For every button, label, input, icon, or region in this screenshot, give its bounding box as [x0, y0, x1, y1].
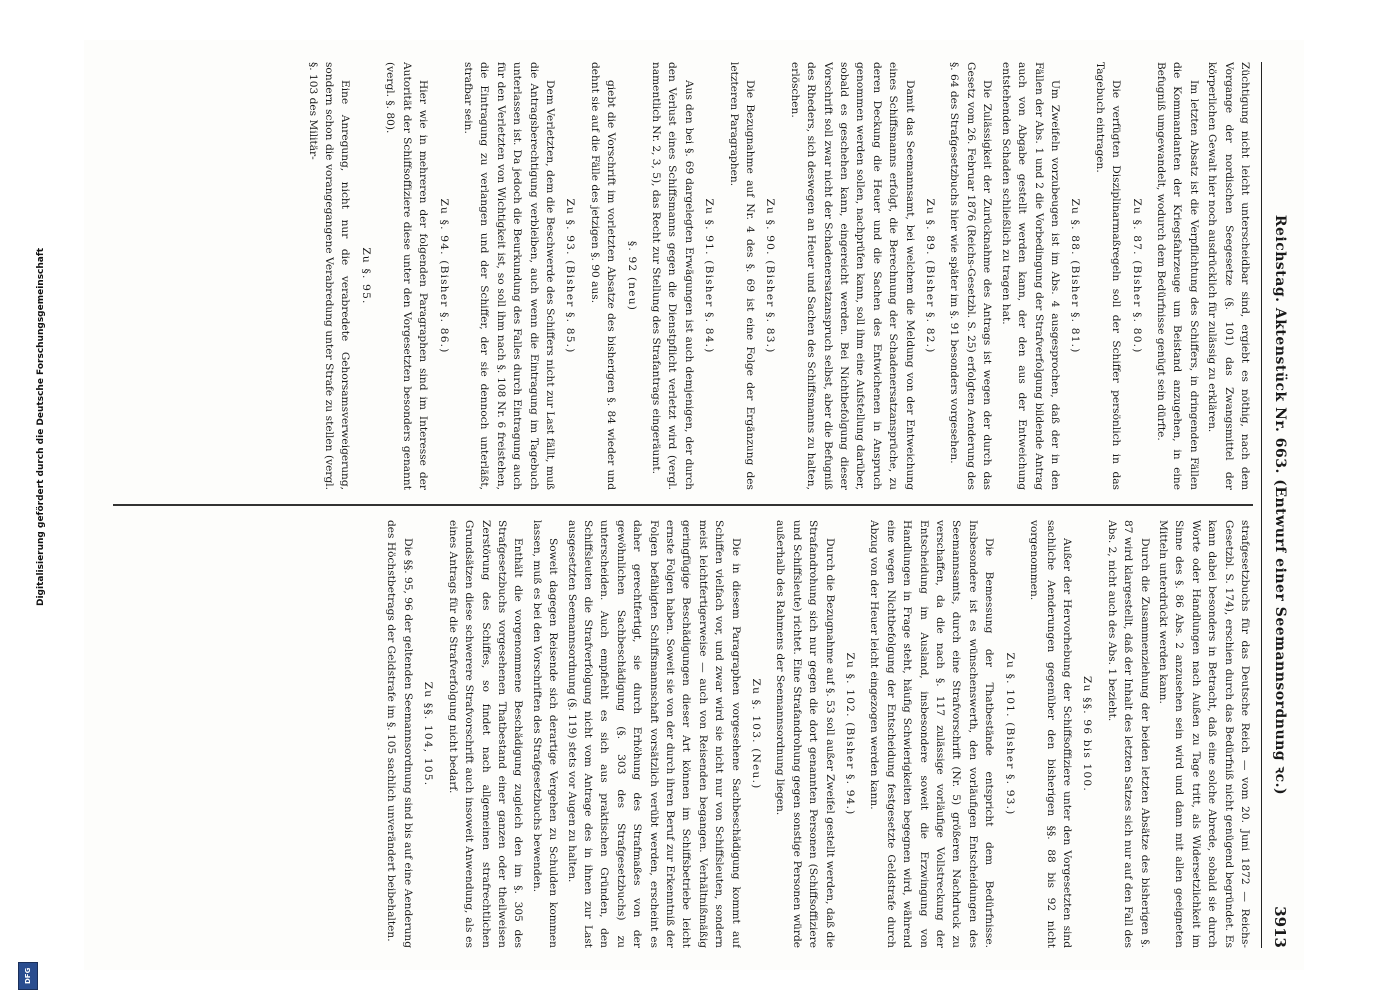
- paragraph: Dem Verletzten, dem die Beschwerde des Schiffers nicht zur Last fällt, muß die Antragsberechtigung verbleiben, auch wenn die Eintragung im Tagebuch unterlassen ist. Da jedoch die Beurkundung des Falles durch Eintragung auch für den Verletzten von Wichtigkeit ist, so soll ihm nach §. 108 Nr. 6 freistehen, die Eintragung zu verlangen und der Schiffer, der sie dennoch unterläßt, strafbar sein.: [461, 62, 556, 490]
- page-content: [84, 40, 1304, 970]
- section-heading: Zu §. 103. (Neu.): [750, 678, 763, 790]
- section-heading: Zu §. 88. (Bisher §. 81.): [1069, 198, 1082, 354]
- section-heading: Zu §. 93. (Bisher §. 85.): [564, 198, 577, 354]
- section-heading: Zu §. 87. (Bisher §. 80.): [1130, 198, 1143, 354]
- dfg-credit: [14, 0, 46, 1000]
- right-column: [103, 520, 1253, 948]
- paragraph: Eine Anregung, nicht nur die verabredete Gehorsamsverweigerung, sondern schon die vorangegangene Verabredung unter Strafe zu stellen (vergl. §. 103 des Militär-: [306, 62, 352, 490]
- section-heading: Zu §. 95.: [359, 247, 372, 305]
- paragraph: Die verfügten Disziplinarmaßregeln soll der Schiffer persönlich in das Tagebuch eintragen.: [1093, 62, 1123, 490]
- paragraph: Die in diesem Paragraphen vorgesehene Sachbeschädigung kommt auf Schiffen vielfach vor, und zwar wird sie nicht nur von Schiffsleuten, sondern meist leichtfertigerweise — auch von Reisenden begangen. Verhältnißmäßig geringfügige Beschädigungen dieser Art können im Schiffsbetriebe leicht ernste Folgen haben. Soweit sie von der durch ihren Beruf zur Erkenntniß der Folgen befähigten Schiffsmannschaft vorsätzlich verübt werden, erscheint es daher gerechtfertigt, sie durch Erhöhung des Strafmaßes von der gewöhnlichen Sachbeschädigung (§. 303 des Strafgesetzbuchs) zu unterscheiden. Auch empfiehlt es sich aus praktischen Gründen, den Schiffsleuten die Strafverfolgung nicht vom Antrage des in ihnen zur Last ausgesetzten Seemannsordnung (§. 119) stets vor Augen zu halten.: [565, 520, 742, 948]
- paragraph: strafgesetzbuchs für das Deutsche Reich — vom 20. Juni 1872 — Reichs-Gesetzbl. S. 174), erschien durch das Bedürfniß nicht genügend begründet. Es kann dabei besonders in Betracht, daß eine solche Abrede, sobald sie durch Worte oder Handlungen nach Außen zu Tage tritt, als Widersetzlichkeit im Sinne des §. 86 Abs. 2 anzusehen sein wird und dann mit allen geeigneten Mitteln unterdrückt werden kann.: [1156, 520, 1251, 948]
- paragraph: Damit das Seemannsamt, bei welchem die Meldung von der Entweichung eines Schiffsmanns erfolgt, die Berechnung der Schadenersatzansprüche, zu deren Deckung die Heuer und die Sachen des Entwichenen in Anspruch genommen werden sollen, nachprüfen kann, soll ihm eine Aufstellung darüber, sobald es geschehen kann, eingereicht werden. Bei Nichtbefolgung dieser Vorschrift soll zwar nicht der Schadenersatzanspruch selbst, aber die Befugniß des Rheders, sich deswegen an Heuer und Sachen des Schiffsmanns zu halten, erlöschen.: [788, 62, 916, 490]
- paragraph: Enthält die vorgenommene Beschädigung zugleich den im §. 305 des Strafgesetzbuchs vorgesehenen Thatbestand einer ganzen oder theilweisen Zerstörung des Schiffes, so findet nach allgemeinen strafrechtlichen Grundsätzen diese schwerere Strafvorschrift auch insoweit Anwendung, als es eines Antrags für die Strafverfolgung nicht bedarf.: [446, 520, 525, 948]
- running-title: Reichstag. Aktenstück Nr. 663. (Entwurf einer Seemannsordnung ꝛc.): [1272, 214, 1288, 796]
- paragraph: Außer der Hervorhebung der Schiffsoffiziere unter den Vorgesetzten sind sachliche Aenderungen gegenüber den bisherigen §§. 88 bis 92 nicht vorgenommen.: [1028, 520, 1073, 948]
- paragraph: Die Bemessung der Thatbestände entspricht dem Bedürfnisse. Insbesondere ist es wünschenswerth, den vorläufigen Entscheidungen des Seemannsamts, durch eine Strafvorschrift (Nr. 5) größeren Nachdruck zu verschaffen, da die nach §. 117 zulässige vorläufige Vollstreckung der Entscheidung im Ausland, insbesondere soweit die Erzwingung von Handlungen in Frage steht, häufig Schwierigkeiten begegnen wird, während eine wegen Nichtbefolgung der Entscheidung festgesetzte Geldstrafe durch Abzug von der Heuer leicht eingezogen werden kann.: [868, 520, 996, 948]
- section-heading: Zu §. 94. (Bisher §. 86.): [437, 198, 450, 354]
- credit-text: Digitalisierung gefördert durch die Deutsche Forschungsgemeinschaft: [36, 247, 46, 606]
- paragraph: giebt die Vorschrift im vorletzten Absatze des bisherigen §. 84 wieder und dehnt sie auf die Fälle des jetzigen §. 90 aus.: [588, 62, 618, 490]
- paragraph: Durch die Zusammenziehung der beiden letzten Absätze des bisherigen §. 87 wird klargestellt, daß der Inhalt des letzten Satzes sich nur auf den Fall des Abs. 2, nicht auch des Abs. 1 bezieht.: [1105, 520, 1151, 948]
- section-heading: Zu §. 91. (Bisher §. 84.): [703, 198, 716, 354]
- section-heading: Zu §. 90. (Bisher §. 83.): [764, 198, 777, 354]
- section-heading: Zu §§. 96 bis 100.: [1081, 676, 1094, 792]
- dfg-logo: DFG: [18, 962, 38, 990]
- text-columns: [93, 62, 1253, 948]
- paragraph: Soweit dagegen Reisende sich derartige Vergehen zu Schulden kommen lassen, muß es bei den Vorschriften des Strafgesetzbuchs bewenden.: [530, 520, 560, 948]
- column-divider: [113, 504, 1253, 506]
- page-number: 3913: [1271, 906, 1289, 948]
- section-heading: Zu §§. 104, 105.: [422, 681, 435, 787]
- paragraph: Die Bezugnahme auf Nr. 4 des §. 69 ist eine Folge der Ergänzung des letzteren Paragraphen.: [727, 62, 757, 490]
- paragraph: Aus den bei §. 69 dargelegten Erwägungen ist auch demjenigen, der durch den Verlust eines Schiffsmanns gegen die Dienstpflicht verletzt wird (vergl. namentlich Nr. 2, 3, 5), das Recht zur Stellung des Strafantrags eingeräumt.: [650, 62, 695, 490]
- section-heading: Zu §. 101. (Bisher §. 93.): [1003, 652, 1016, 816]
- paragraph: Durch die Bezugnahme auf §. 53 soll außer Zweifel gestellt werden, daß die Strafandrohung sich nur gegen die dort genannten Personen (Schiffsoffiziere und Schiffsleute) richtet. Eine Strafandrohung gegen sonstige Personen würde außerhalb des Rahmens der Seemannsordnung liegen.: [774, 520, 836, 948]
- section-heading: Zu §. 89. (Bisher §. 82.): [924, 198, 937, 354]
- section-heading: Zu §. 102. (Bisher §. 94.): [844, 652, 857, 816]
- left-column: [103, 62, 1253, 490]
- paragraph: Die Zulässigkeit der Zurücknahme des Antrags ist wegen der durch das Gesetz vom 26. Februar 1876 (Reichs-Gesetzbl. S. 25) erfolgten Aenderung des §. 64 des Strafgesetzbuchs hier wie später im §. 91 besonders vorgesehen.: [948, 62, 994, 490]
- paragraph: Hier wie in mehreren der folgenden Paragraphen sind im Interesse der Autorität der Schiffsoffiziere diese unter den Vorgesetzten besonders genannt (vergl. §. 80).: [384, 62, 430, 490]
- paragraph: Die §§. 95, 96 der geltenden Seemannsordnung sind bis auf eine Aenderung des Höchstbetrags der Geldstrafe im §. 105 sachlich unverändert beibehalten.: [385, 520, 414, 948]
- paragraph: Im letzten Absatz ist die Verpflichtung des Schiffers, in dringenden Fällen die Kommandanten der Kriegsfahrzeuge um Beistand anzugehen, in eine Befugniß umgewandelt, wodurch dem Bedürfnisse genügt sein dürfte.: [1154, 62, 1200, 490]
- page-header: [1261, 62, 1296, 948]
- section-heading: §. 92 (neu): [625, 240, 638, 312]
- scanned-page: [84, 40, 1304, 970]
- paragraph: Züchtigung nicht leicht unterscheidbar sind, ergiebt es nöthig, nach dem Vorgange der nordischen Seegesetze (§. 101) das Zwangsmittel der körperlichen Gewalt hier noch ausdrücklich für zulässig zu erklären.: [1206, 62, 1251, 490]
- paragraph: Um Zweifeln vorzubeugen ist im Abs. 4 ausgesprochen, daß der in den Fällen der Abs. 1 und 2 die Vorbedingung der Strafverfolgung bildende Antrag auch von Abgabe gestellt werden kann, der den aus der Entweichung entstehenden Schaden schließlich zu tragen hat.: [999, 62, 1061, 490]
